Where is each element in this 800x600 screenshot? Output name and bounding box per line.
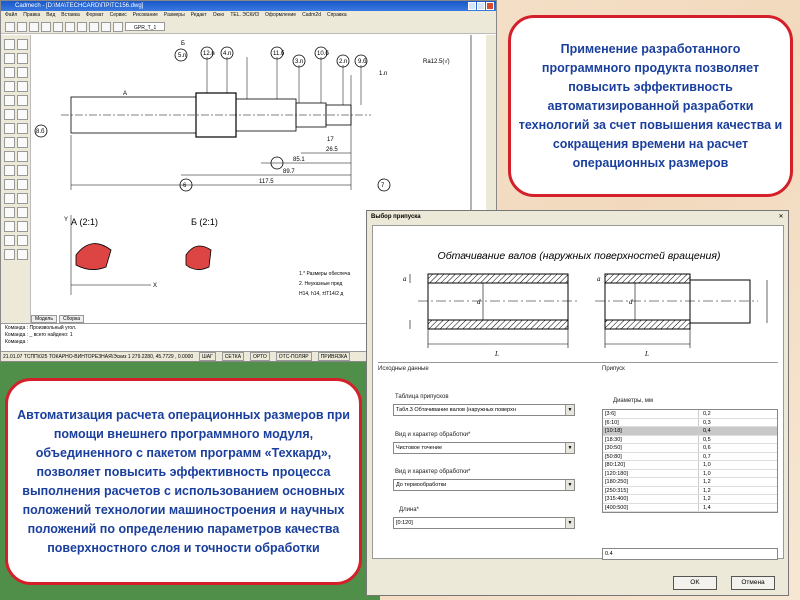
detail-b-label: Б (2:1) (191, 217, 218, 227)
table-select[interactable] (393, 404, 575, 416)
callout-top (508, 15, 793, 197)
table-row[interactable] (603, 410, 777, 419)
minimize-button[interactable] (468, 2, 476, 10)
copy-tool-icon[interactable] (4, 81, 15, 92)
range-cell: [80:120] (603, 461, 699, 469)
range-cell: [3:6] (603, 410, 699, 418)
value-cell: 1,2 (703, 487, 711, 494)
separator (378, 362, 778, 363)
kind-label: Вид и характер обработки* (395, 432, 471, 438)
value-cell: 0,5 (703, 436, 711, 443)
label-2n: 2.n (339, 59, 348, 65)
range-cell: [315:400] (603, 495, 699, 503)
menu-modify[interactable]: Редакт (190, 12, 207, 18)
dim-89-7: 89.7 (283, 169, 295, 175)
menu-help[interactable]: Справка (326, 12, 347, 18)
dim-d-right: d (629, 298, 633, 306)
dim-d-left: d (477, 298, 481, 306)
axis-x-label: X (153, 283, 158, 289)
menu-file[interactable]: Файл (5, 12, 18, 18)
callout-top-text: Применение разработанного программного продукта позволяет повысить эффективность автоматизированной разработки технологий за счет повышения качества и сокращения времени на расчет операционных размеров (518, 41, 783, 170)
diameters-label: Диаметры, мм (613, 398, 653, 404)
selected-value-field[interactable]: 0.4 (602, 548, 778, 560)
group-input-label: Исходные данные (378, 366, 429, 372)
kind2-select[interactable] (393, 479, 575, 491)
table-tool-icon[interactable] (4, 235, 15, 246)
value-cell: 1,4 (703, 504, 711, 511)
dim-l-right: L (645, 350, 649, 358)
polyline-tool-icon[interactable] (17, 39, 28, 50)
status-coords: 21.01.07 ТСПП\025 ТОКАРНО-ВИНТОРЕЗНАЯ\Эскиз 1 279.2280, 45.7729 , 0.0000 (3, 354, 194, 360)
value-cell: 1,0 (703, 462, 711, 468)
label-10b: 10.б (317, 51, 329, 57)
value-cell: 1,2 (703, 496, 711, 502)
ortho-button[interactable]: ОРТО (250, 352, 270, 361)
range-cell: [400:500] (603, 504, 699, 512)
snap-button[interactable]: ШАГ (199, 352, 216, 361)
print-icon[interactable] (41, 22, 51, 32)
range-cell: [30:50] (603, 444, 699, 452)
note-1: 1.* Размеры обеспеча (299, 271, 351, 277)
callout-bottom (5, 378, 362, 585)
table-row[interactable] (603, 461, 777, 470)
shaft-schemes (373, 226, 785, 361)
erase-tool-icon[interactable] (17, 151, 28, 162)
chevron-down-icon: ▼ (565, 405, 574, 415)
cad-left-toolbar (1, 35, 31, 329)
leader-tool-icon[interactable] (17, 235, 28, 246)
chamfer-tool-icon[interactable] (4, 151, 15, 162)
label-6: 6 (183, 183, 187, 189)
offset-tool-icon[interactable] (17, 109, 28, 120)
label-4n: 4.n (223, 51, 232, 57)
label-1n: 1.n (379, 71, 388, 77)
region-tool-icon[interactable] (17, 221, 28, 232)
chevron-down-icon: ▼ (565, 480, 574, 490)
range-cell: [250:315] (603, 487, 699, 495)
cad-layout-tabs (31, 315, 84, 323)
label-5n: 5.n (178, 53, 187, 59)
range-cell: [50:80] (603, 453, 699, 461)
table-row[interactable] (603, 436, 777, 445)
cancel-button[interactable]: Отмена (731, 576, 775, 590)
value-cell: 0,6 (703, 445, 711, 451)
table-row[interactable] (603, 470, 777, 479)
break-tool-icon[interactable] (17, 179, 28, 190)
callout-bottom-text: Автоматизация расчета операционных размеров при помощи внешнего программного модуля, объединенного с пакетом программ «Техкард», позволяет повысить эффективность процесса выполнения расчетов с использованием основных положений технологии машиностроения и научных положений по определению параметров качества поверхностного слоя и точности обработки (17, 407, 350, 555)
table-row[interactable] (603, 453, 777, 462)
label-9b: 9.б (358, 59, 367, 65)
scale-tool-icon[interactable] (4, 165, 15, 176)
table-select-value: Табл.3 Обтачивание валов (наружных поверхн (396, 407, 516, 413)
cut-icon[interactable] (53, 22, 63, 32)
axis-y-label: Y (64, 217, 69, 223)
spline-tool-icon[interactable] (17, 207, 28, 218)
trim-tool-icon[interactable] (17, 95, 28, 106)
value-cell: 1,2 (703, 479, 711, 485)
note-2: 2. Неуказные пред (299, 281, 343, 287)
table-row[interactable] (603, 478, 777, 487)
dim-l-left: L (495, 350, 499, 358)
cad-toolbar (1, 20, 496, 34)
fillet-tool-icon[interactable] (17, 137, 28, 148)
label-a: А (123, 91, 128, 97)
dim-17: 17 (327, 137, 334, 143)
label-8b: 8.б (36, 129, 45, 135)
length-select[interactable] (393, 517, 575, 529)
paste-icon[interactable] (77, 22, 87, 32)
value-cell: 0,3 (703, 419, 711, 426)
circle-tool-icon[interactable] (4, 53, 15, 64)
menu-tel[interactable]: TEL. ЭСКИЗ (230, 12, 260, 18)
table-row[interactable] (603, 487, 777, 496)
save-icon[interactable] (29, 22, 39, 32)
join-tool-icon[interactable] (17, 249, 28, 260)
rect-tool-icon[interactable] (4, 67, 15, 78)
table-row-selected[interactable] (603, 427, 777, 436)
dialog-body (372, 225, 784, 559)
cad-menubar (1, 11, 496, 20)
table-row[interactable] (603, 444, 777, 453)
point-tool-icon[interactable] (4, 207, 15, 218)
dim-117-5: 117.5 (259, 179, 274, 185)
menu-window[interactable]: Окно (212, 12, 225, 18)
range-cell: [6:10] (603, 419, 699, 427)
kind-select-value: Чистовое точение (396, 445, 442, 451)
dim-a-left: a (403, 275, 407, 283)
mirror-tool-icon[interactable] (4, 95, 15, 106)
new-icon[interactable] (5, 22, 15, 32)
menu-cadm2d[interactable]: Cadm2d (302, 12, 321, 18)
dialog-heading: Обтачивание валов (наружных поверхностей вращения) (437, 250, 721, 262)
table-row[interactable] (603, 495, 777, 504)
label-7: 7 (381, 183, 385, 189)
table-label: Таблица припусков (395, 394, 449, 400)
dialog-title: Выбор припуска (367, 211, 788, 224)
close-icon[interactable]: ✕ (778, 214, 784, 220)
line-tool-icon[interactable] (4, 39, 15, 50)
menu-layout[interactable]: Оформление (265, 12, 297, 18)
open-icon[interactable] (17, 22, 27, 32)
chevron-down-icon: ▼ (565, 443, 574, 453)
label-12n: 12.n (203, 51, 215, 57)
tab-assembly[interactable]: Сборка (59, 315, 84, 323)
allowance-dialog (366, 210, 789, 596)
redo-icon[interactable] (101, 22, 111, 32)
explode-tool-icon[interactable] (4, 249, 15, 260)
cmd-line-1: Команда : Произвольный угол. (5, 325, 77, 331)
hatch-tool-icon[interactable] (4, 123, 15, 134)
layer-select[interactable]: GPR_T_1 (125, 22, 165, 31)
chevron-down-icon: ▼ (565, 518, 574, 528)
range-cell: [10:18] (603, 427, 699, 435)
cmd-line-2: Команда : _ всего найдено: 1 (5, 332, 73, 338)
close-button[interactable] (486, 2, 494, 10)
extend-tool-icon[interactable] (4, 109, 15, 120)
undo-icon[interactable] (89, 22, 99, 32)
range-cell: [120:180] (603, 470, 699, 478)
allowance-table (602, 409, 778, 513)
value-cell: 0,2 (703, 411, 711, 417)
dim-26-5: 26.5 (326, 147, 338, 153)
maximize-button[interactable] (477, 2, 485, 10)
roughness-label: Ra12.5(√) (423, 59, 450, 65)
label-3n: 3.n (295, 59, 304, 65)
stretch-tool-icon[interactable] (17, 165, 28, 176)
ellipse-tool-icon[interactable] (4, 221, 15, 232)
kind2-select-value: До термообработки (396, 482, 447, 488)
group-allowance-label: Припуск (602, 366, 625, 372)
cad-titlebar (1, 1, 496, 11)
menu-dims[interactable]: Размеры (163, 12, 185, 18)
dim-tool-icon[interactable] (4, 137, 15, 148)
menu-view[interactable]: Вид (46, 12, 56, 18)
text-tool-icon[interactable] (17, 123, 28, 134)
cad-title-text: Cadmech - [D:\MA\TECHCARD\ПРIТС156.dwg] (15, 3, 144, 9)
zoom-icon[interactable] (113, 22, 123, 32)
kind-select[interactable] (393, 442, 575, 454)
length-select-value: [0:120] (396, 520, 413, 526)
grid-button[interactable]: СЕТКА (222, 352, 244, 361)
menu-format[interactable]: Формат (85, 12, 104, 18)
table-row[interactable] (603, 504, 777, 513)
menu-draw[interactable]: Рисование (132, 12, 158, 18)
kind2-label: Вид и характер обработки* (395, 469, 471, 475)
window-controls (468, 2, 494, 10)
osnap-button[interactable]: ПРИВЯЗКА (318, 352, 351, 361)
cmd-line-3: Команда : (5, 339, 29, 345)
copy-icon[interactable] (65, 22, 75, 32)
table-row[interactable] (603, 419, 777, 428)
length-label: Длина* (399, 507, 419, 513)
tab-model[interactable]: Модель (31, 315, 57, 323)
note-3: H14, h14, ±IT14/2 д (299, 291, 344, 297)
block-tool-icon[interactable] (4, 193, 15, 204)
label-b: Б (181, 41, 185, 47)
value-cell: 0,4 (703, 428, 711, 434)
value-cell: 0,7 (703, 453, 711, 460)
menu-insert[interactable]: Вставка (61, 12, 80, 18)
label-11b: 11.б (273, 51, 285, 57)
rotate-tool-icon[interactable] (17, 81, 28, 92)
ok-button[interactable]: OK (673, 576, 717, 590)
menu-edit[interactable]: Правка (23, 12, 41, 18)
dim-a-right: a (597, 275, 601, 283)
range-cell: [180:250] (603, 478, 699, 486)
array-tool-icon[interactable] (4, 179, 15, 190)
range-cell: [18:30] (603, 436, 699, 444)
polar-button[interactable]: ОТС-ПОЛЯР (276, 352, 312, 361)
menu-tools[interactable]: Сервис (109, 12, 127, 18)
arc-tool-icon[interactable] (17, 53, 28, 64)
move-tool-icon[interactable] (17, 67, 28, 78)
detail-a-label: А (2:1) (71, 217, 99, 227)
dim-85-1: 85.1 (293, 157, 305, 163)
value-cell: 1,0 (703, 470, 711, 477)
insert-tool-icon[interactable] (17, 193, 28, 204)
